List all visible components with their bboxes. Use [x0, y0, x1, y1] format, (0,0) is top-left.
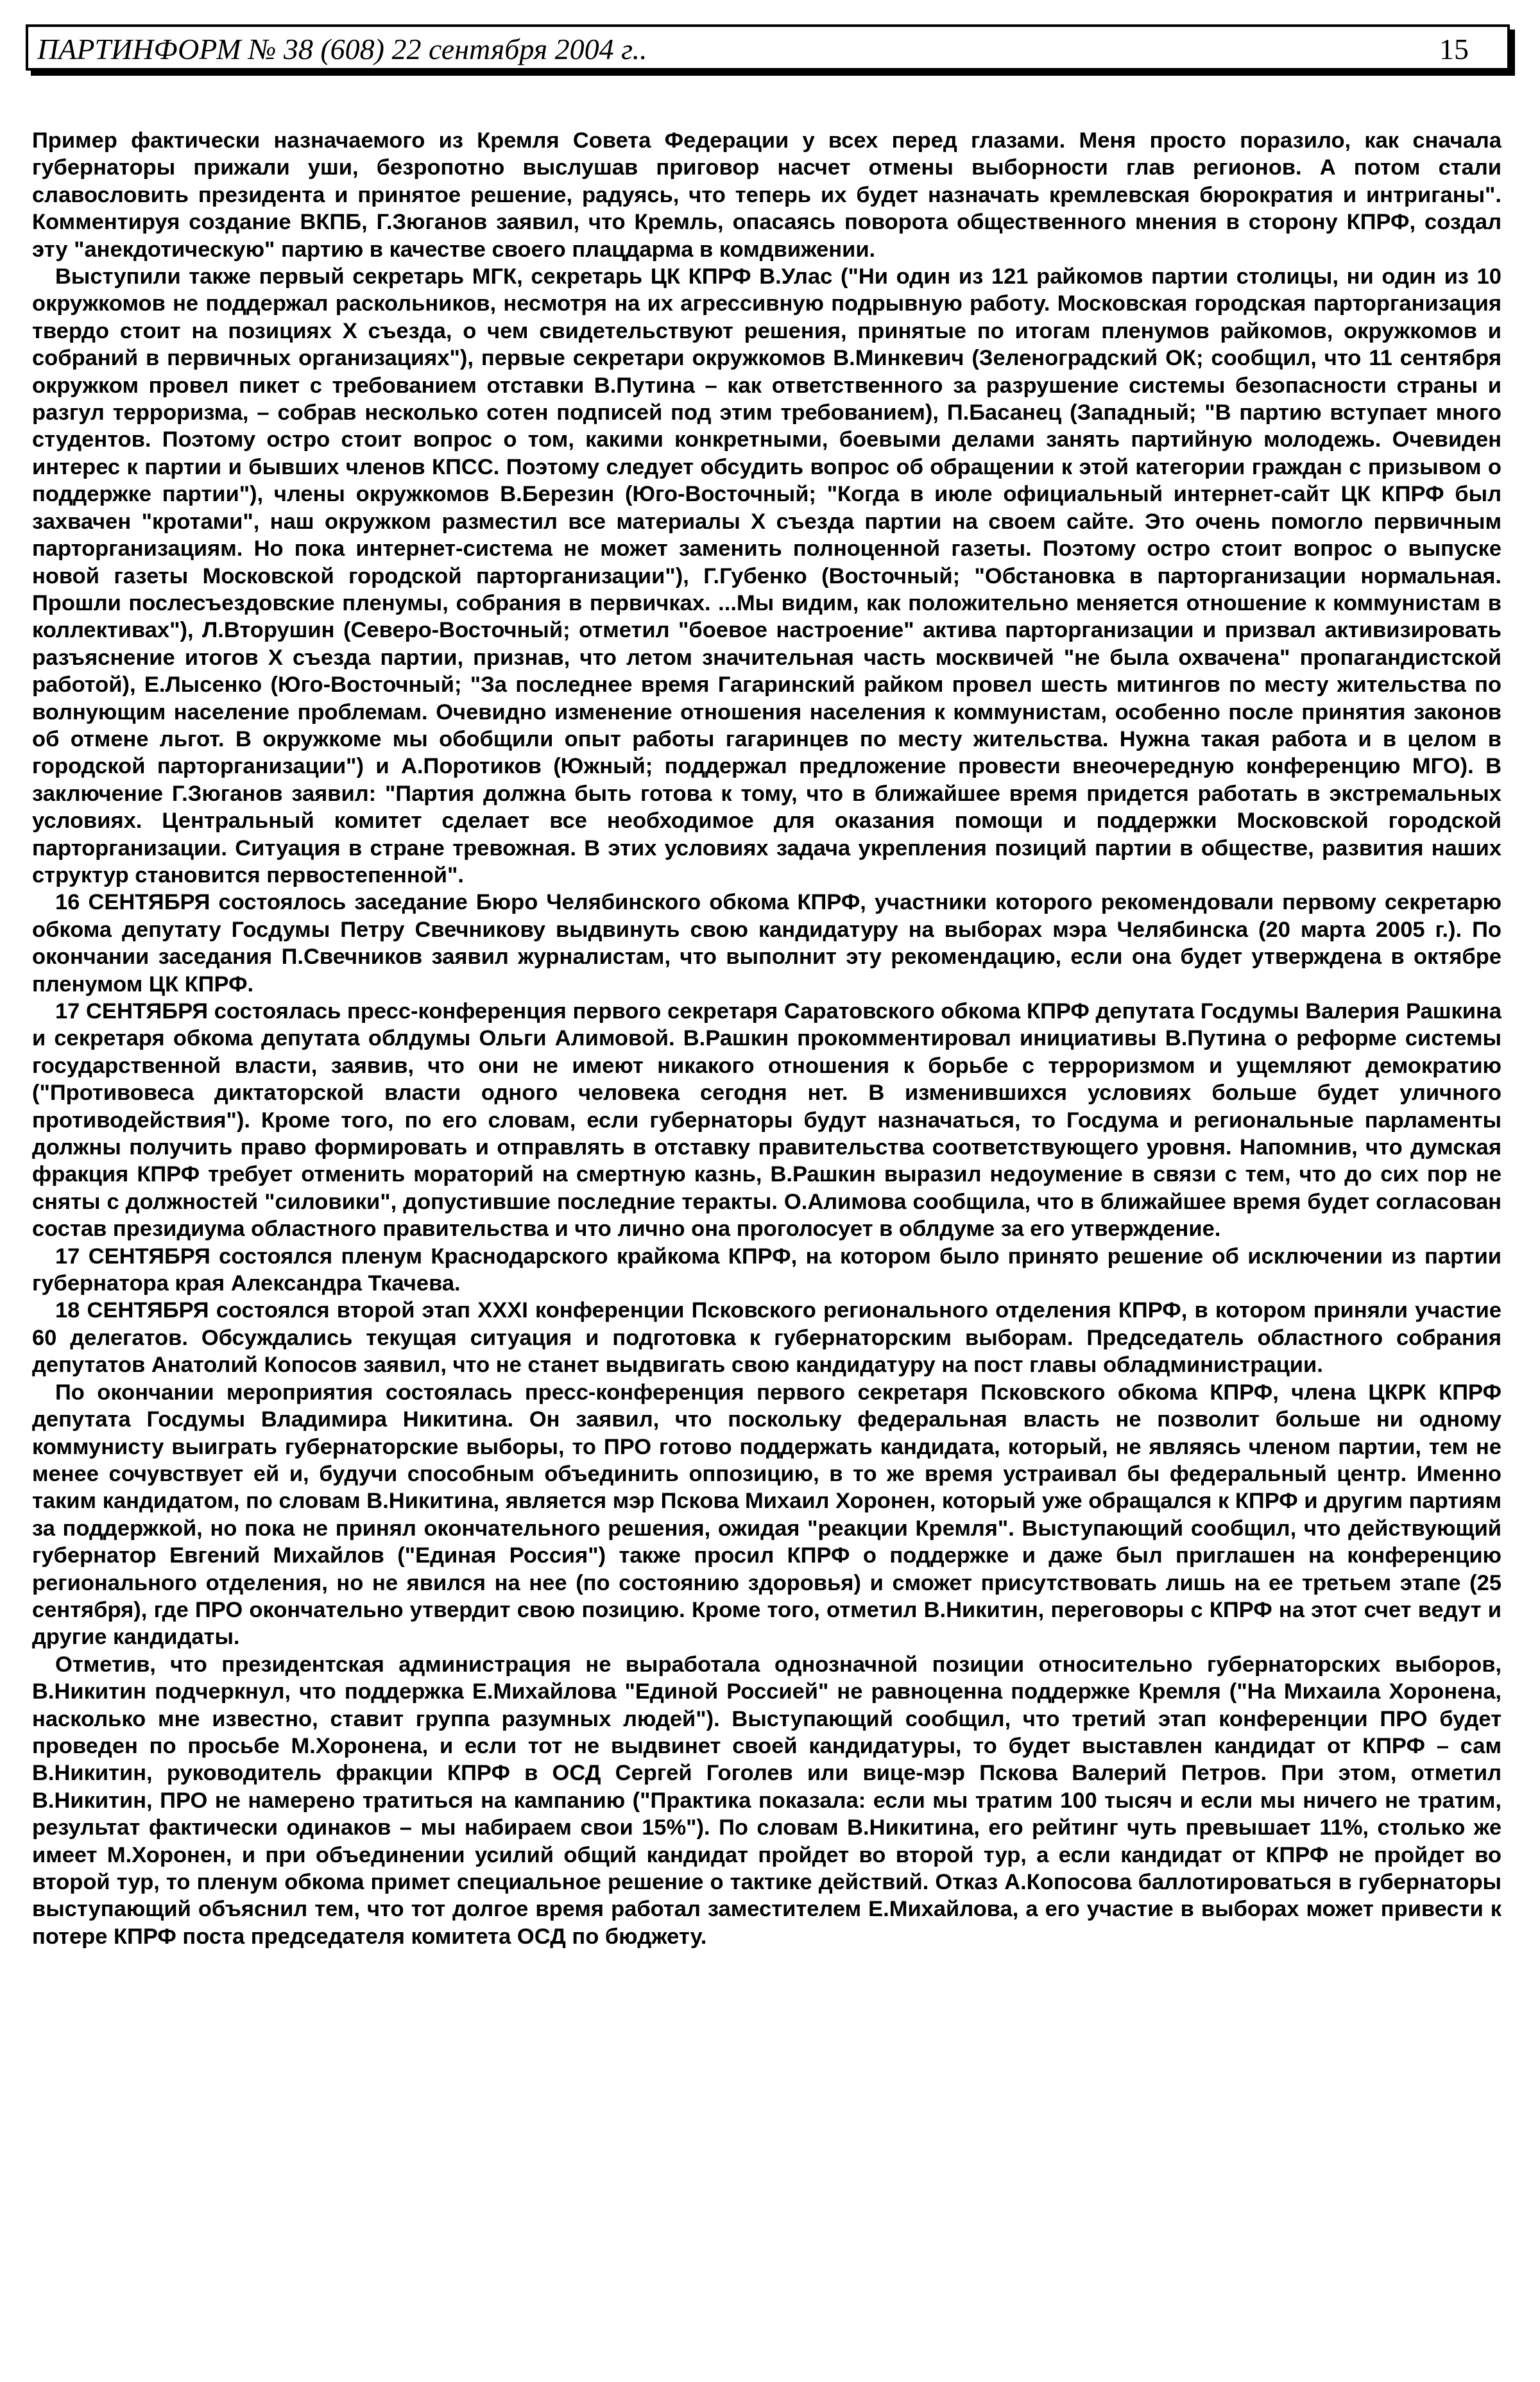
paragraph-chelyabinsk: 16 СЕНТЯБРЯ состоялось заседание Бюро Челябинского обкома КПРФ, участники которого рекомендовали первому секретарю обкома депутату Госдумы Петру Свечникову выдвинуть свою кандидатуру на выборах мэра Челябинска (20 марта 2005 г.). По окончании заседания П.Свечников заявил журналистам, что выполнит эту рекомендацию, если она будет утверждена в октябре пленумом ЦК КПРФ.	[32, 890, 1502, 997]
paragraph-saratov: 17 СЕНТЯБРЯ состоялась пресс-конференция первого секретаря Саратовского обкома КПРФ депутата Госдумы Валерия Рашкина и секретаря обкома депутата облдумы Ольги Алимовой. В.Рашкин прокомментировал инициативы В.Путина о реформе системы государственной власти, заявив, что они не имеют никакого отношения к борьбе с терроризмом и ущемляют демократию ("Противовеса диктаторской власти одного человека сегодня нет. В изменившихся условиях больше будет уличного противодействия"). Кроме того, по его словам, если губернаторы будут назначаться, то Госдума и региональные парламенты должны получить право формировать и отправлять в отставку правительства соответствующего уровня. Напомнив, что думская фракция КПРФ требует отменить мораторий на смертную казнь, В.Рашкин выразил недоумение в связи с тем, что до сих пор не сняты с должностей "силовики", допустившие последние теракты. О.Алимова сообщила, что в ближайшее время будет согласован состав президиума областного правительства и что лично она проголосует в облдуме за его утверждение.	[32, 999, 1502, 1242]
paragraph-krasnodar: 17 СЕНТЯБРЯ состоялся пленум Краснодарского крайкома КПРФ, на котором было принято решение об исключении из партии губернатора края Александра Ткачева.	[32, 1244, 1502, 1296]
page-header	[26, 24, 1510, 71]
paragraph-pskov-conference: 18 СЕНТЯБРЯ состоялся второй этап XXXI конференции Псковского регионального отделения КПРФ, в котором приняли участие 60 делегатов. Обсуждались текущая ситуация и подготовка к губернаторским выборам. Председатель областного собрания депутатов Анатолий Копосов заявил, что не станет выдвигать свою кандидатуру на пост главы обладминистрации.	[32, 1298, 1502, 1378]
newspaper-title: ПАРТИНФОРМ № 38 (608) 22 сентября 2004 г..	[37, 33, 647, 65]
paragraph-pskov-candidates: Отметив, что президентская администрация не выработала однозначной позиции относительно губернаторских выборов, В.Никитин подчеркнул, что поддержка Е.Михайлова "Единой Россией" не равноценна поддержке Кремля ("На Михаила Хоронена, насколько мне известно, ставит группа разумных людей"). Выступающий сообщил, что третий этап конференции ПРО будет проведен по просьбе М.Хоронена, и если тот не выдвинет своей кандидатуры, то будет выставлен кандидат от КПРФ – сам В.Никитин, руководитель фракции КПРФ в ОСД Сергей Гоголев или вице-мэр Пскова Валерий Петров. При этом, отметил В.Никитин, ПРО не намерено тратиться на кампанию ("Практика показала: если мы тратим 100 тысяч и если мы ничего не тратим, результат фактически одинаков – мы набираем свои 15%"). По словам В.Никитина, его рейтинг чуть превышает 11%, столько же имеет М.Хоронен, и при объединении усилий общий кандидат пройдет во второй тур, а если кандидат от КПРФ не пройдет во второй тур, то пленум обкома примет специальное решение о тактике действий. Отказ А.Копосова баллотироваться в губернаторы выступающий объяснил тем, что тот долгое время работал заместителем Е.Михайлова, а его участие в выборах может привести к потере КПРФ поста председателя комитета ОСД по бюджету.	[32, 1652, 1502, 1949]
paragraph-pskov-press: По окончании мероприятия состоялась пресс-конференция первого секретаря Псковского обкома КПРФ, члена ЦКРК КПРФ депутата Госдумы Владимира Никитина. Он заявил, что поскольку федеральная власть не позволит больше ни одному коммунисту выиграть губернаторские выборы, то ПРО готово поддержать кандидата, который, не являясь членом партии, тем не менее сочувствует ей и, будучи способным объединить оппозицию, в то же время устраивал бы федеральный центр. Именно таким кандидатом, по словам В.Никитина, является мэр Пскова Михаил Хоронен, который уже обращался к КПРФ и другим партиям за поддержкой, но пока не принял окончательного решения, ожидая "реакции Кремля". Выступающий сообщил, что действующий губернатор Евгений Михайлов ("Единая Россия") также просил КПРФ о поддержке и даже был приглашен на конференцию регионального отделения, но не явился на нее (по состоянию здоровья) и сможет присутствовать лишь на ее третьем этапе (25 сентября), где ПРО окончательно утвердит свою позицию. Кроме того, отметил В.Никитин, переговоры с КПРФ на этот счет ведут и другие кандидаты.	[32, 1380, 1502, 1650]
paragraph-mgk-speakers: Выступили также первый секретарь МГК, секретарь ЦК КПРФ В.Улас ("Ни один из 121 райкомов партии столицы, ни один из 10 окружкомов не поддержал раскольников, несмотря на их агрессивную подрывную работу. Московская городская парторганизация твердо стоит на позициях X съезда, о чем свидетельствуют решения, принятые по итогам пленумов райкомов, окружкомов и собраний в первичных организациях"), первые секретари окружкомов В.Минкевич (Зеленоградский ОК; сообщил, что 11 сентября окружком провел пикет с требованием отставки В.Путина – как ответственного за разрушение системы безопасности страны и разгул терроризма, – собрав несколько сотен подписей под этим требованием), П.Басанец (Западный; "В партию вступает много студентов. Поэтому остро стоит вопрос о том, какими конкретными, боевыми делами занять партийную молодежь. Очевиден интерес к партии и бывших членов КПСС. Поэтому следует обсудить вопрос об обращении к этой категории граждан с призывом о поддержке партии"), члены окружкомов В.Березин (Юго-Восточный; "Когда в июле официальный интернет-сайт ЦК КПРФ был захвачен "кротами", наш окружком разместил все материалы X съезда партии на своем сайте. Это очень помогло первичным парторганизациям. Но пока интернет-система не может заменить полноценной газеты. Поэтому остро стоит вопрос о выпуске новой газеты Московской городской парторганизации"), Г.Губенко (Восточный; "Обстановка в парторганизации нормальная. Прошли послесъездовские пленумы, собрания в первичках. ...Мы видим, как положительно меняется отношение к коммунистам в коллективах"), Л.Вторушин (Северо-Восточный; отметил "боевое настроение" актива парторганизации и призвал активизировать разъяснение итогов X съезда партии, признав, что летом значительная часть москвичей "не была охвачена" пропагандистской работой), Е.Лысенко (Юго-Восточный; "За последнее время Гагаринский райком провел шесть митингов по месту жительства по волнующим население проблемам. Очевидно изменение отношения населения к коммунистам, особенно после принятия законов об отмене льгот. В окружкоме мы обобщили опыт работы гагаринцев по месту жительства. Нужна такая работа и в целом в городской парторганизации") и А.Поротиков (Южный; поддержал предложение провести внеочередную конференцию МГО). В заключение Г.Зюганов заявил: "Партия должна быть готова к тому, что в ближайшее время придется работать в экстремальных условиях. Центральный комитет сделает все необходимое для оказания помощи и поддержки Московской городской парторганизации. Ситуация в стране тревожная. В этих условиях задача укрепления позиций партии в обществе, развития наших структур становится первостепенной".	[32, 264, 1502, 887]
paragraph-intro: Пример фактически назначаемого из Кремля Совета Федерации у всех перед глазами. Меня просто поразило, как сначала губернаторы прижали уши, безропотно выслушав приговор насчет отмены выборности глав регионов. А потом стали славословить президента и принятое решение, радуясь, что теперь их будет назначать кремлевская бюрократия и интриганы". Комментируя создание ВКПБ, Г.Зюганов заявил, что Кремль, опасаясь поворота общественного мнения в сторону КПРФ, создал эту "анекдотическую" партию в качестве своего плацдарма в комдвижении.	[32, 128, 1502, 262]
article-body	[32, 127, 1502, 2309]
page-number: 15	[1439, 33, 1469, 65]
